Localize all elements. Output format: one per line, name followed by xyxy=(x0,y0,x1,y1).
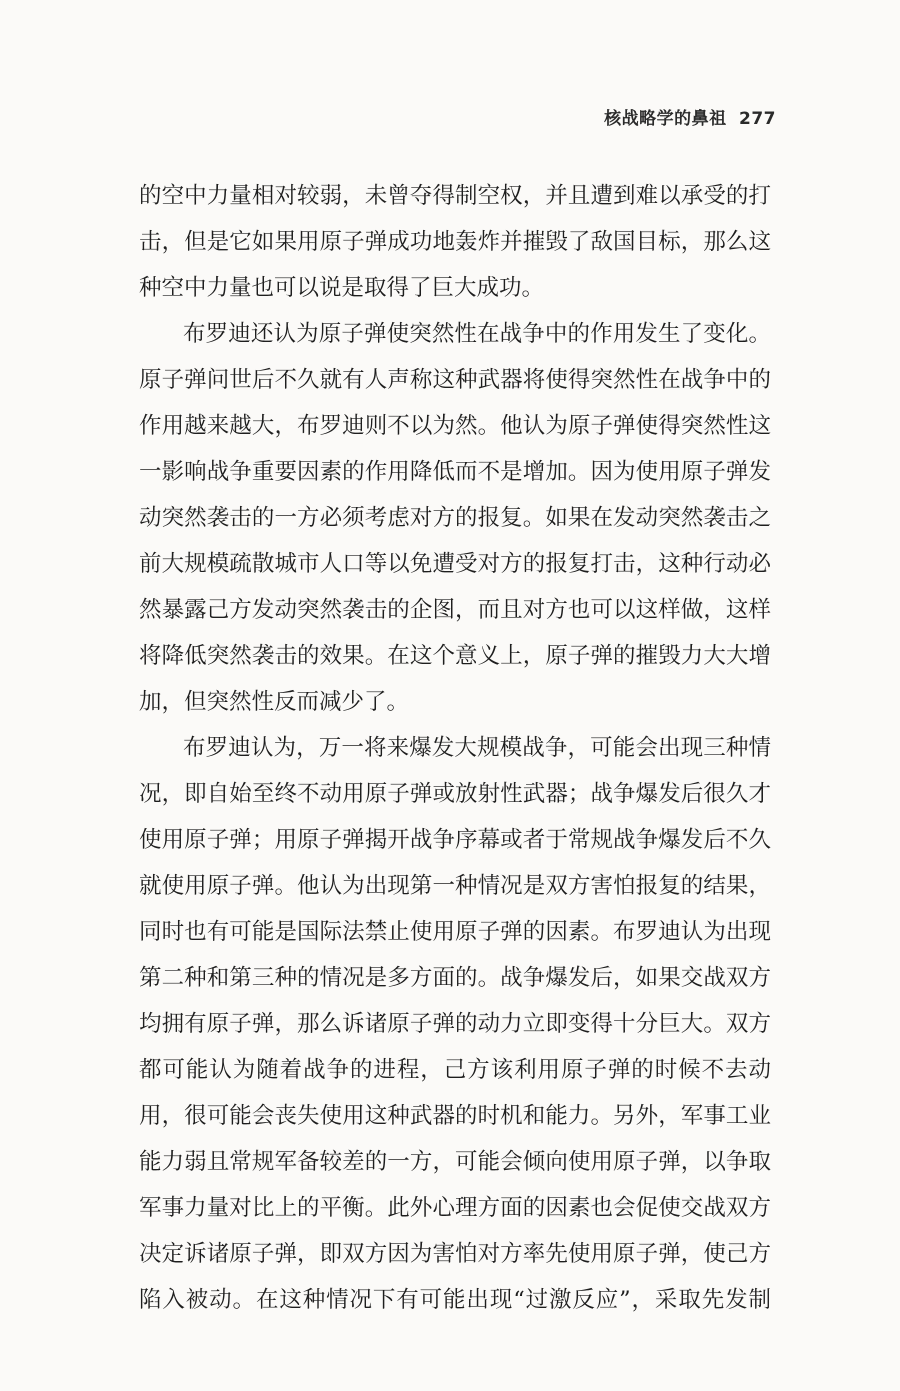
text-line: 加，但突然性反而减少了。 xyxy=(139,689,410,715)
text-line: 作用越来越大，布罗迪则不以为然。他认为原子弹使得突然性这 xyxy=(139,413,771,439)
text-line: 原子弹问世后不久就有人声称这种武器将使得突然性在战争中的 xyxy=(139,367,771,393)
text-line: 都可能认为随着战争的进程，己方该利用原子弹的时候不去动 xyxy=(139,1057,771,1083)
text-line: 决定诉诸原子弹，即双方因为害怕对方率先使用原子弹，使己方 xyxy=(139,1241,771,1267)
text-line: 然暴露己方发动突然袭击的企图，而且对方也可以这样做，这样 xyxy=(139,597,771,623)
chapter-title: 核战略学的鼻祖 xyxy=(604,109,727,129)
text-line: 布罗迪还认为原子弹使突然性在战争中的作用发生了变化。 xyxy=(183,321,771,347)
text-line: 军事力量对比上的平衡。此外心理方面的因素也会促使交战双方 xyxy=(139,1195,771,1221)
text-line: 况，即自始至终不动用原子弹或放射性武器；战争爆发后很久才 xyxy=(139,781,771,807)
text-line: 第二种和第三种的情况是多方面的。战争爆发后，如果交战双方 xyxy=(139,965,771,991)
text-line: 的空中力量相对较弱，未曾夺得制空权，并且遭到难以承受的打 xyxy=(139,183,771,209)
text-line: 就使用原子弹。他认为出现第一种情况是双方害怕报复的结果， xyxy=(139,873,771,899)
text-line: 击，但是它如果用原子弹成功地轰炸并摧毁了敌国目标，那么这 xyxy=(139,229,771,255)
text-line: 同时也有可能是国际法禁止使用原子弹的因素。布罗迪认为出现 xyxy=(139,919,771,945)
text-line: 能力弱且常规军备较差的一方，可能会倾向使用原子弹，以争取 xyxy=(139,1149,771,1175)
text-line: 使用原子弹；用原子弹揭开战争序幕或者于常规战争爆发后不久 xyxy=(139,827,771,853)
text-line: 均拥有原子弹，那么诉诸原子弹的动力立即变得十分巨大。双方 xyxy=(139,1011,771,1037)
text-line: 陷入被动。在这种情况下有可能出现“过激反应”，采取先发制 xyxy=(139,1287,771,1313)
text-line: 用，很可能会丧失使用这种武器的时机和能力。另外，军事工业 xyxy=(139,1103,771,1129)
text-line: 将降低突然袭击的效果。在这个意义上，原子弹的摧毁力大大增 xyxy=(139,643,771,669)
running-header xyxy=(604,104,776,129)
text-line: 种空中力量也可以说是取得了巨大成功。 xyxy=(139,275,545,301)
body-text xyxy=(139,173,771,1323)
text-line: 一影响战争重要因素的作用降低而不是增加。因为使用原子弹发 xyxy=(139,459,771,485)
text-line: 动突然袭击的一方必须考虑对方的报复。如果在发动突然袭击之 xyxy=(139,505,771,531)
page-number: 277 xyxy=(739,109,776,129)
text-line: 前大规模疏散城市人口等以免遭受对方的报复打击，这种行动必 xyxy=(139,551,771,577)
text-line: 布罗迪认为，万一将来爆发大规模战争，可能会出现三种情 xyxy=(183,735,771,761)
